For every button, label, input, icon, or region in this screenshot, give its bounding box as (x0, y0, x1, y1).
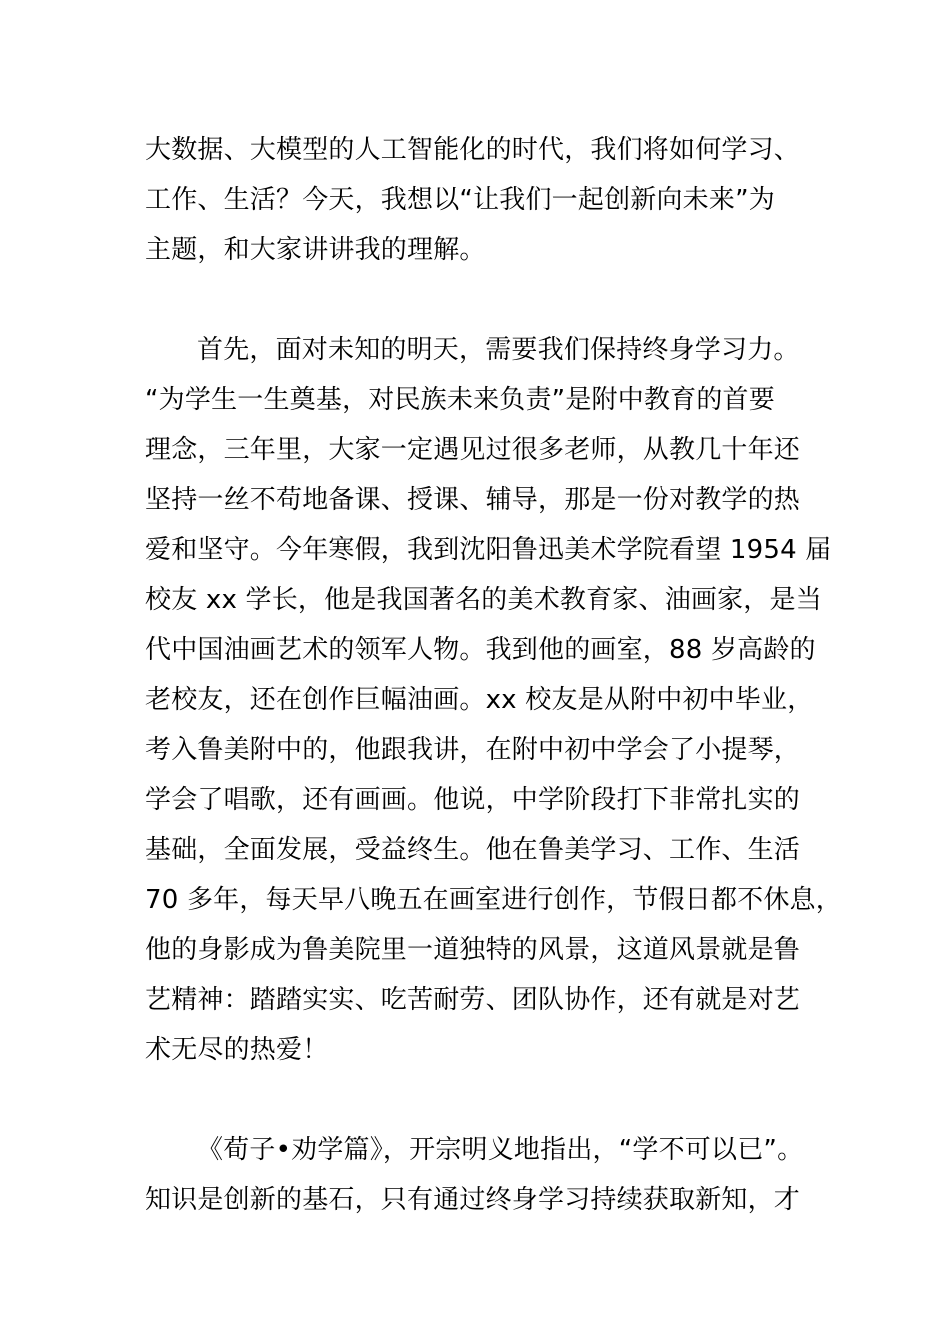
text-line: 他的身影成为鲁美院里一道独特的风景，这道风景就是鲁 (145, 935, 801, 965)
text-line: 校友 xx 学长，他是我国著名的美术教育家、油画家，是当 (145, 585, 822, 615)
text-line: 术无尽的热爱！ (145, 1035, 329, 1065)
text-line: 理念，三年里，大家一定遇见过很多老师，从教几十年还 (145, 435, 801, 465)
text-line: 爱和坚守。今年寒假，我到沈阳鲁迅美术学院看望 1954 届 (145, 535, 832, 565)
text-line: 学会了唱歌，还有画画。他说，中学阶段打下非常扎实的 (145, 785, 801, 815)
text-line: 考入鲁美附中的，他跟我讲，在附中初中学会了小提琴， (145, 735, 801, 765)
text-line: 工作、生活？今天，我想以“让我们一起创新向未来”为 (145, 185, 775, 215)
text-line: 坚持一丝不苟地备课、授课、辅导，那是一份对教学的热 (145, 485, 801, 515)
text-line: 基础，全面发展，受益终生。他在鲁美学习、工作、生活 (145, 835, 801, 865)
text-line: 知识是创新的基石，只有通过终身学习持续获取新知，才 (145, 1185, 801, 1215)
text-line: 主题，和大家讲讲我的理解。 (145, 235, 486, 265)
text-line: “为学生一生奠基，对民族未来负责”是附中教育的首要 (145, 385, 775, 415)
text-line: 代中国油画艺术的领军人物。我到他的画室，88 岁高龄的 (145, 635, 816, 665)
text-line: 首先，面对未知的明天，需要我们保持终身学习力。 (197, 335, 800, 365)
text-line: 70 多年，每天早八晚五在画室进行创作，节假日都不休息， (145, 885, 842, 915)
text-line: 《荀子•劝学篇》，开宗明义地指出，“学不可以已”。 (197, 1135, 804, 1165)
text-line: 艺精神：踏踏实实、吃苦耐劳、团队协作，还有就是对艺 (145, 985, 801, 1015)
text-line: 大数据、大模型的人工智能化的时代，我们将如何学习、 (145, 135, 801, 165)
text-line: 老校友，还在创作巨幅油画。xx 校友是从附中初中毕业， (145, 685, 814, 715)
